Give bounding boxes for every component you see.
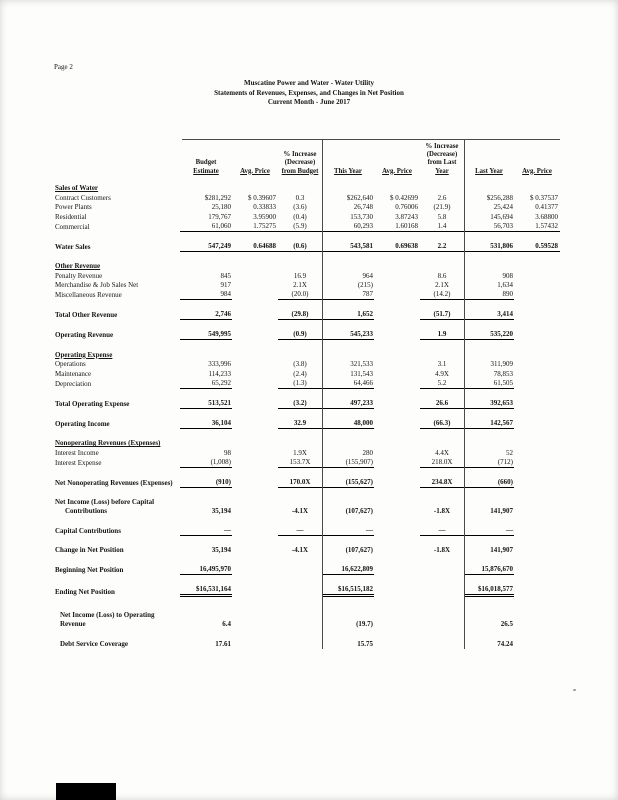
table-cell: 142,567: [464, 419, 514, 429]
table-cell: 1,634: [497, 281, 513, 290]
row-spacer: [55, 629, 560, 639]
row-spacer: [55, 340, 560, 350]
title-period: Current Month - June 2017: [267, 98, 351, 106]
row-label: Ending Net Position: [55, 588, 115, 597]
table-cell: 1.9X: [293, 448, 307, 457]
table-cell: —: [278, 526, 322, 536]
table-cell: —: [420, 526, 464, 536]
table-cell: (660): [464, 478, 514, 488]
table-cell: 60,293: [322, 222, 374, 232]
table-cell: -4.1X: [291, 546, 309, 555]
scan-artifact-mark: [56, 783, 116, 800]
table-cell: 3.1: [437, 360, 447, 369]
table-cell: 234.8X: [420, 478, 464, 488]
section-header-row: [55, 439, 560, 449]
financial-statement-table: [55, 140, 560, 649]
table-cell: 5.2: [420, 379, 464, 389]
row-label: Net Income (Loss) to Operating Revenue: [60, 611, 155, 629]
table-cell: 26.5: [500, 620, 513, 629]
table-cell: 64,466: [322, 379, 374, 389]
row-label: Capital Contributions: [55, 526, 121, 535]
table-cell: 16,495,970: [180, 565, 232, 575]
table-row: [55, 379, 560, 389]
row-spacer: [55, 409, 560, 419]
table-cell: (0.9): [278, 330, 322, 340]
table-cell: -1.8X: [433, 546, 451, 555]
table-cell: (215): [357, 281, 373, 290]
table-cell: 0.41377: [535, 203, 558, 212]
column-header-7: Last Year: [475, 167, 503, 175]
table-cell: 141,907: [490, 506, 513, 515]
row-label: Maintenance: [55, 369, 92, 378]
table-cell: 114,233: [208, 369, 231, 378]
table-cell: 964: [362, 271, 373, 280]
table-cell: 0.64688: [232, 242, 278, 252]
table-row: [55, 271, 560, 281]
table-row: [55, 478, 560, 488]
row-label: Total Operating Expense: [55, 399, 130, 408]
row-spacer: [55, 232, 560, 242]
table-cell: 890: [464, 290, 514, 300]
table-cell: 26.6: [420, 399, 464, 409]
table-cell: 170.0X: [278, 478, 322, 488]
table-cell: (20.0): [278, 290, 322, 300]
table-cell: 3.68800: [535, 212, 558, 221]
table-cell: 513,521: [180, 399, 232, 409]
table-cell: $ 0.39607: [248, 193, 276, 202]
table-cell: 36,104: [180, 419, 232, 429]
table-cell: 25,424: [493, 203, 513, 212]
title-statement: Statements of Revenues, Expenses, and Changes in Net Position: [214, 88, 404, 97]
table-cell: (155,907): [322, 458, 374, 468]
table-cell: (107,627): [345, 506, 373, 515]
table-cell: 0.76006: [395, 203, 418, 212]
column-header-3: % Increase (Decrease) from Budget: [281, 151, 319, 175]
row-label: Merchandise & Job Sales Net: [55, 281, 139, 290]
table-cell: 3.95900: [253, 212, 276, 221]
row-label: Change in Net Position: [55, 546, 124, 555]
section-header-row: [55, 350, 560, 360]
table-cell: (3.2): [278, 399, 322, 409]
table-row: [55, 565, 560, 575]
table-cell: 392,653: [464, 399, 514, 409]
column-header-1: Budget Estimate: [193, 159, 219, 175]
row-spacer: [55, 555, 560, 565]
table-cell: (66.3): [420, 419, 464, 429]
table-cell: 61,505: [464, 379, 514, 389]
table-row: [55, 203, 560, 213]
table-cell: 15.75: [357, 639, 373, 648]
row-label: Penalty Revenue: [55, 271, 103, 280]
table-cell: $16,531,164: [180, 585, 232, 597]
table-cell: 0.69638: [374, 242, 420, 252]
section-header-row: [55, 184, 560, 194]
column-header-4: This Year: [334, 167, 362, 175]
table-cell: —: [464, 526, 514, 536]
table-cell: 531,806: [464, 242, 514, 252]
row-label: Interest Expense: [55, 458, 102, 467]
table-cell: $ 0.37537: [530, 193, 558, 202]
table-cell: 545,233: [322, 330, 374, 340]
table-cell: (21.9): [433, 203, 451, 212]
table-cell: 65,292: [180, 379, 232, 389]
table-cell: 6.4: [222, 620, 231, 629]
column-header-8: Avg. Price: [522, 167, 552, 175]
table-cell: 35,194: [211, 506, 231, 515]
title-utility: Muscatine Power and Water - Water Utility: [243, 79, 374, 87]
table-cell: 32.9: [278, 419, 322, 429]
table-row: [55, 222, 560, 232]
row-label: Operating Expense: [55, 350, 113, 359]
row-label: Beginning Net Position: [55, 566, 124, 575]
row-label: Contract Customers: [55, 193, 111, 202]
row-spacer: [55, 320, 560, 330]
row-label: Commercial: [55, 222, 90, 231]
table-cell: 333,996: [208, 360, 231, 369]
table-cell: -4.1X: [291, 506, 309, 515]
row-spacer: [55, 429, 560, 439]
table-cell: 1.9: [420, 330, 464, 340]
table-cell: (910): [180, 478, 232, 488]
table-cell: 984: [180, 290, 232, 300]
table-cell: $16,018,577: [464, 585, 514, 597]
table-cell: (5.9): [278, 222, 322, 232]
table-cell: 4.9X: [435, 369, 449, 378]
table-row: [55, 639, 560, 649]
table-cell: (29.8): [278, 310, 322, 320]
table-row: [55, 585, 560, 597]
table-cell: $256,288: [486, 193, 513, 202]
row-label: Sales of Water: [55, 184, 99, 193]
table-row: [55, 193, 560, 203]
table-cell: 787: [322, 290, 374, 300]
row-spacer: [55, 597, 560, 611]
table-cell: 3,414: [464, 310, 514, 320]
table-cell: 25,180: [211, 203, 231, 212]
column-header-5: Avg. Price: [382, 167, 412, 175]
table-cell: 26,748: [353, 203, 373, 212]
table-cell: 16,622,809: [322, 565, 374, 575]
table-row: [55, 611, 560, 629]
row-spacer: [55, 516, 560, 526]
row-label: Net Nonoperating Revenues (Expenses): [55, 478, 173, 487]
row-spacer: [55, 575, 560, 585]
table-cell: (51.7): [420, 310, 464, 320]
row-label: Total Other Revenue: [55, 311, 118, 320]
table-header-row: [55, 140, 560, 178]
table-cell: 845: [220, 271, 231, 280]
table-row: [55, 330, 560, 340]
table-cell: 17.61: [215, 639, 231, 648]
table-cell: (3.6): [293, 203, 307, 212]
table-cell: (0.6): [278, 242, 322, 252]
row-label: Residential: [55, 212, 87, 221]
table-cell: 535,220: [464, 330, 514, 340]
row-label: Operations: [55, 360, 86, 369]
table-cell: 16.9: [293, 271, 307, 280]
table-cell: 15,876,670: [464, 565, 514, 575]
table-cell: 61,060: [180, 222, 232, 232]
column-header-2: Avg. Price: [240, 167, 270, 175]
page-number: Page 2: [54, 63, 73, 71]
row-label: Debt Service Coverage: [60, 639, 129, 648]
table-cell: 0.33833: [253, 203, 276, 212]
table-cell: 35,194: [211, 546, 231, 555]
table-cell: 1.60168: [374, 222, 420, 232]
row-label: Water Sales: [55, 242, 91, 251]
table-cell: 78,853: [493, 369, 513, 378]
table-cell: (1.3): [278, 379, 322, 389]
table-cell: (712): [464, 458, 514, 468]
table-cell: 218.0X: [420, 458, 464, 468]
table-cell: (2.4): [293, 369, 307, 378]
table-row: [55, 369, 560, 379]
table-cell: 1.75275: [232, 222, 278, 232]
table-cell: 908: [502, 271, 513, 280]
table-cell: 56,703: [464, 222, 514, 232]
table-cell: 917: [220, 281, 231, 290]
table-cell: (1,008): [180, 458, 232, 468]
table-row: [55, 310, 560, 320]
row-spacer: [55, 468, 560, 478]
table-top-rule: [182, 139, 560, 140]
table-cell: 3.87243: [395, 212, 418, 221]
row-label: Other Revenue: [55, 262, 101, 271]
this-year-box-right-line: [464, 139, 465, 649]
table-cell: (14.2): [420, 290, 464, 300]
table-cell: 153,730: [350, 212, 373, 221]
table-cell: 1,652: [322, 310, 374, 320]
row-label: Net Income (Loss) before Capital Contributions: [55, 497, 155, 515]
table-cell: 0.3: [295, 193, 305, 202]
table-cell: 0.59528: [514, 242, 560, 252]
table-cell: 48,000: [322, 419, 374, 429]
column-header-6: % Increase (Decrease) from Last Year: [425, 143, 459, 175]
table-cell: 497,233: [322, 399, 374, 409]
table-row: [55, 212, 560, 222]
this-year-box-left-line: [322, 139, 323, 649]
table-cell: 2,746: [180, 310, 232, 320]
table-cell: (107,627): [345, 546, 373, 555]
table-cell: —: [180, 526, 232, 536]
table-cell: 321,533: [350, 360, 373, 369]
table-row: [55, 546, 560, 556]
row-spacer: [55, 300, 560, 310]
table-cell: 1.4: [420, 222, 464, 232]
table-cell: 2.1X: [435, 281, 449, 290]
table-cell: 543,581: [322, 242, 374, 252]
table-cell: 8.6: [437, 271, 447, 280]
table-row: [55, 458, 560, 468]
table-cell: 141,907: [490, 546, 513, 555]
table-cell: 2.6: [437, 193, 447, 202]
table-body: [55, 184, 560, 649]
table-cell: 549,995: [180, 330, 232, 340]
table-cell: 74.24: [497, 639, 513, 648]
table-cell: 98: [224, 448, 231, 457]
table-cell: 153.7X: [278, 458, 322, 468]
row-spacer: [55, 488, 560, 498]
table-row: [55, 242, 560, 252]
document-header: [0, 79, 618, 108]
table-cell: 5.8: [437, 212, 447, 221]
table-row: [55, 448, 560, 458]
table-row: [55, 526, 560, 536]
table-cell: (0.4): [293, 212, 307, 221]
table-cell: 1.57432: [514, 222, 560, 232]
row-label: Nonoperating Revenues (Expenses): [55, 439, 161, 448]
row-label: Power Plants: [55, 203, 92, 212]
table-cell: 145,694: [490, 212, 513, 221]
table-cell: 4.4X: [435, 448, 449, 457]
row-label: Operating Income: [55, 419, 110, 428]
table-row: [55, 360, 560, 370]
table-cell: 179,767: [208, 212, 231, 221]
table-cell: (3.8): [293, 360, 307, 369]
table-cell: —: [322, 526, 374, 536]
table-row: [55, 290, 560, 300]
table-cell: $16,515,182: [322, 585, 374, 597]
table-row: [55, 281, 560, 291]
table-cell: 280: [362, 448, 373, 457]
table-cell: 131,543: [350, 369, 373, 378]
row-spacer: [55, 252, 560, 262]
section-header-row: [55, 262, 560, 272]
table-cell: 2.2: [420, 242, 464, 252]
table-row: [55, 399, 560, 409]
row-label: Interest Income: [55, 448, 99, 457]
table-cell: 547,249: [180, 242, 232, 252]
table-cell: $262,640: [346, 193, 373, 202]
row-spacer: [55, 536, 560, 546]
table-cell: $281,292: [204, 193, 231, 202]
scan-speck: [573, 689, 576, 691]
row-label: Miscellaneous Revenue: [55, 291, 122, 300]
table-row: [55, 498, 560, 516]
table-cell: 311,909: [490, 360, 513, 369]
row-spacer: [55, 389, 560, 399]
row-label: Operating Revenue: [55, 331, 114, 340]
table-cell: 2.1X: [293, 281, 307, 290]
table-cell: (155,627): [322, 478, 374, 488]
row-label: Depreciation: [55, 379, 92, 388]
table-row: [55, 419, 560, 429]
table-cell: -1.8X: [433, 506, 451, 515]
table-cell: $ 0.42699: [390, 193, 418, 202]
table-cell: 52: [506, 448, 513, 457]
table-cell: (19.7): [356, 620, 373, 629]
